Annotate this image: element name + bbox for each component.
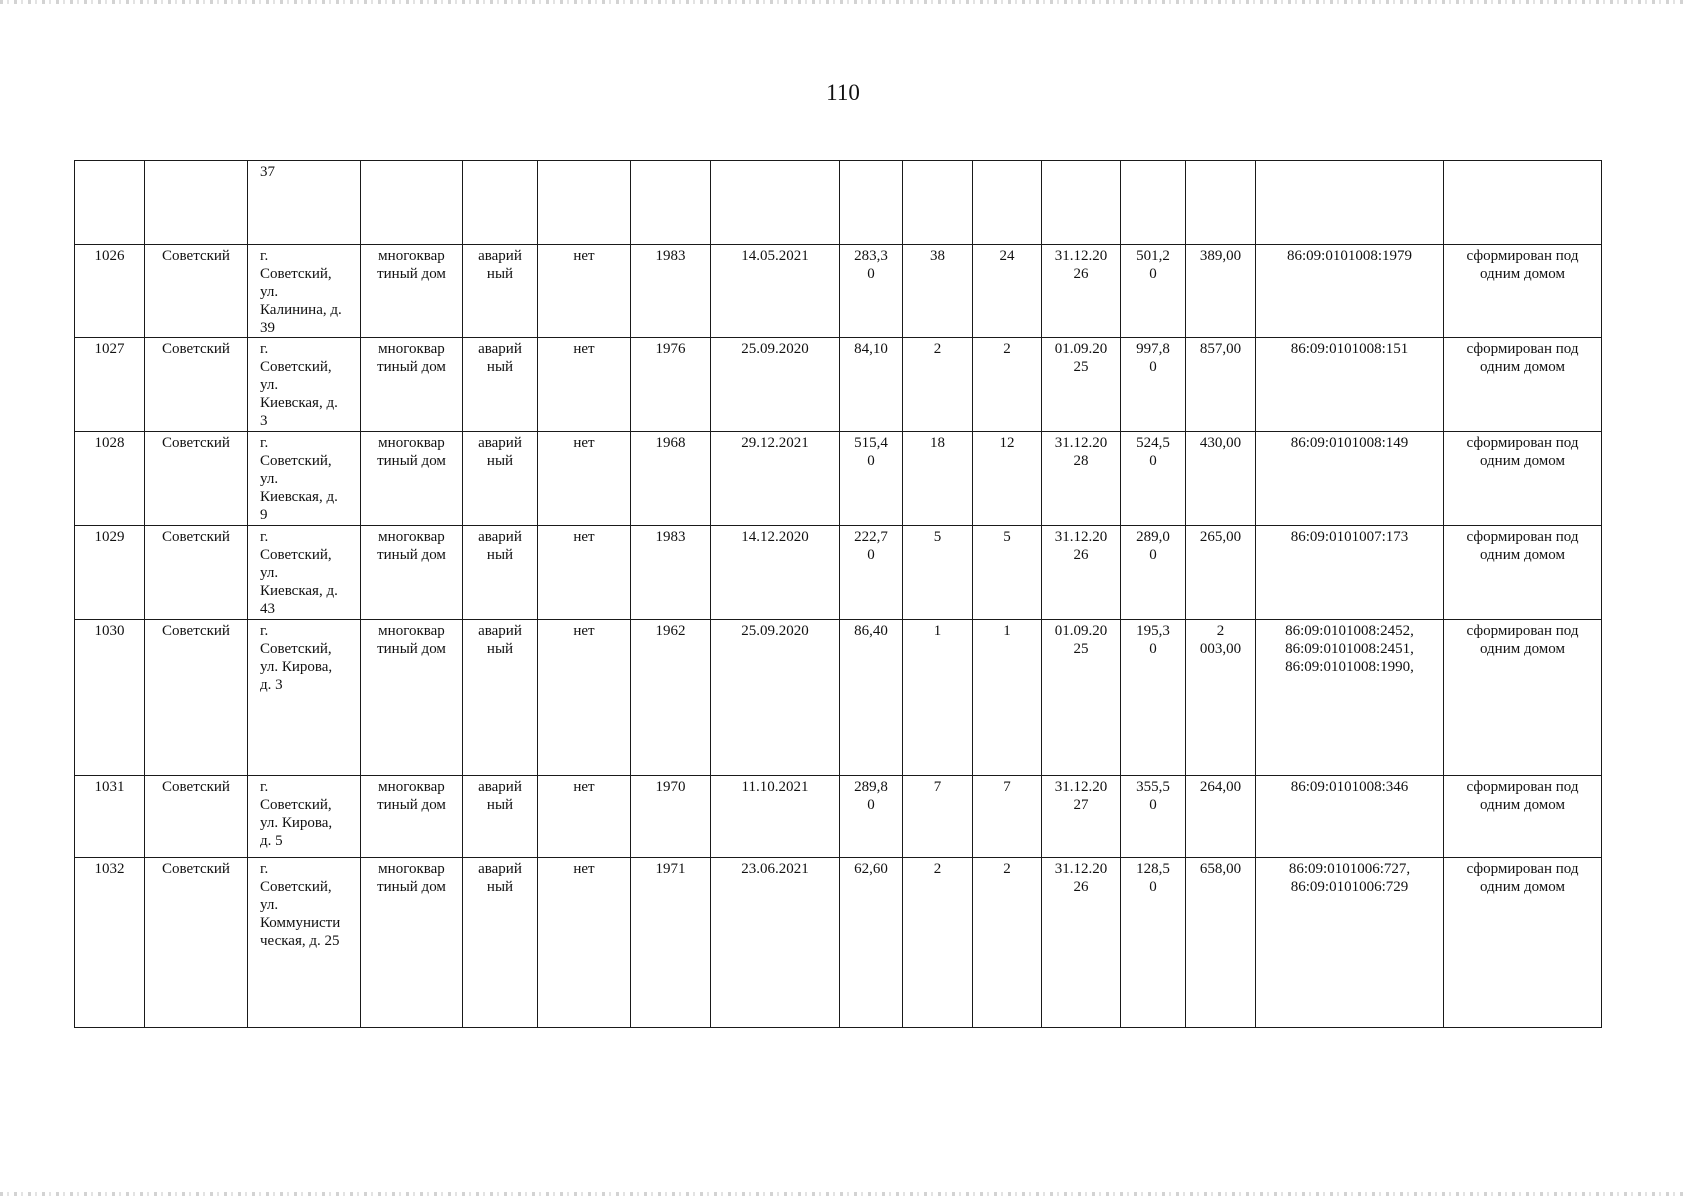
cell-address: г. Советский, ул. Киевская, д. 43: [248, 526, 361, 620]
housing-register-table: [74, 160, 1602, 1028]
cell-area2: 128,5 0: [1121, 858, 1186, 1028]
table-row: [75, 432, 1602, 526]
cell-status: сформирован под одним домом: [1444, 858, 1602, 1028]
cell-empty: [1256, 161, 1444, 245]
continuation-row: [75, 161, 1602, 245]
cell-area: 515,4 0: [840, 432, 903, 526]
cell-year: 1983: [631, 245, 711, 338]
cell-deadline: 01.09.20 25: [1042, 338, 1121, 432]
cell-district: Советский: [145, 858, 248, 1028]
cell-value: 264,00: [1186, 776, 1256, 858]
cell-deadline: 31.12.20 26: [1042, 858, 1121, 1028]
table-row: [75, 245, 1602, 338]
cell-area: 222,7 0: [840, 526, 903, 620]
cell-year: 1976: [631, 338, 711, 432]
cell-date: 11.10.2021: [711, 776, 840, 858]
cell-n1: 1: [903, 620, 973, 776]
cell-n2: 2: [973, 858, 1042, 1028]
cell-empty: [903, 161, 973, 245]
cell-no: 1031: [75, 776, 145, 858]
cell-n1: 5: [903, 526, 973, 620]
cell-empty: [538, 161, 631, 245]
table-row: [75, 338, 1602, 432]
cell-empty: [145, 161, 248, 245]
cell-cadastral: 86:09:0101008:149: [1256, 432, 1444, 526]
cell-flag: нет: [538, 338, 631, 432]
cell-date: 14.12.2020: [711, 526, 840, 620]
cell-n2: 24: [973, 245, 1042, 338]
table-row: [75, 858, 1602, 1028]
cell-no: 1026: [75, 245, 145, 338]
scan-edge-bottom: [0, 1192, 1686, 1196]
cell-date: 14.05.2021: [711, 245, 840, 338]
cell-cadastral: 86:09:0101008:346: [1256, 776, 1444, 858]
cell-area: 289,8 0: [840, 776, 903, 858]
cell-date: 23.06.2021: [711, 858, 840, 1028]
cell-condition: аварий ный: [463, 858, 538, 1028]
cell-n2: 5: [973, 526, 1042, 620]
cell-type: многоквар тиный дом: [361, 245, 463, 338]
cell-address: г. Советский, ул. Калинина, д. 39: [248, 245, 361, 338]
cell-condition: аварий ный: [463, 245, 538, 338]
cell-n1: 38: [903, 245, 973, 338]
cell-type: многоквар тиный дом: [361, 620, 463, 776]
cell-flag: нет: [538, 620, 631, 776]
cell-n2: 1: [973, 620, 1042, 776]
cell-value: 857,00: [1186, 338, 1256, 432]
cell-n1: 18: [903, 432, 973, 526]
cell-status: сформирован под одним домом: [1444, 526, 1602, 620]
cell-deadline: 31.12.20 26: [1042, 526, 1121, 620]
cell-district: Советский: [145, 432, 248, 526]
cell-area: 283,3 0: [840, 245, 903, 338]
cell-deadline: 31.12.20 27: [1042, 776, 1121, 858]
cell-district: Советский: [145, 245, 248, 338]
cell-deadline: 31.12.20 28: [1042, 432, 1121, 526]
cell-condition: аварий ный: [463, 620, 538, 776]
cell-status: сформирован под одним домом: [1444, 776, 1602, 858]
cell-cadastral: 86:09:0101008:151: [1256, 338, 1444, 432]
cell-n2: 7: [973, 776, 1042, 858]
cell-address-tail: 37: [248, 161, 361, 245]
cell-empty: [711, 161, 840, 245]
cell-district: Советский: [145, 338, 248, 432]
cell-type: многоквар тиный дом: [361, 432, 463, 526]
cell-condition: аварий ный: [463, 776, 538, 858]
cell-status: сформирован под одним домом: [1444, 432, 1602, 526]
cell-address: г. Советский, ул. Киевская, д. 9: [248, 432, 361, 526]
cell-empty: [840, 161, 903, 245]
table-row: [75, 776, 1602, 858]
cell-empty: [75, 161, 145, 245]
cell-status: сформирован под одним домом: [1444, 338, 1602, 432]
cell-n2: 12: [973, 432, 1042, 526]
cell-n1: 7: [903, 776, 973, 858]
cell-area2: 501,2 0: [1121, 245, 1186, 338]
cell-year: 1970: [631, 776, 711, 858]
cell-no: 1028: [75, 432, 145, 526]
cell-deadline: 01.09.20 25: [1042, 620, 1121, 776]
cell-value: 265,00: [1186, 526, 1256, 620]
cell-area2: 195,3 0: [1121, 620, 1186, 776]
cell-area: 84,10: [840, 338, 903, 432]
cell-n1: 2: [903, 858, 973, 1028]
cell-empty: [1444, 161, 1602, 245]
cell-condition: аварий ный: [463, 526, 538, 620]
cell-cadastral: 86:09:0101008:1979: [1256, 245, 1444, 338]
table-row: [75, 526, 1602, 620]
cell-area: 86,40: [840, 620, 903, 776]
cell-address: г. Советский, ул. Кирова, д. 3: [248, 620, 361, 776]
cell-empty: [973, 161, 1042, 245]
cell-n2: 2: [973, 338, 1042, 432]
cell-address: г. Советский, ул. Коммунисти ческая, д. 25: [248, 858, 361, 1028]
cell-no: 1029: [75, 526, 145, 620]
cell-empty: [361, 161, 463, 245]
cell-condition: аварий ный: [463, 432, 538, 526]
cell-empty: [1042, 161, 1121, 245]
cell-cadastral: 86:09:0101008:2452, 86:09:0101008:2451, 86:09:0101008:1990,: [1256, 620, 1444, 776]
cell-empty: [463, 161, 538, 245]
cell-address: г. Советский, ул. Кирова, д. 5: [248, 776, 361, 858]
cell-date: 25.09.2020: [711, 338, 840, 432]
cell-address: г. Советский, ул. Киевская, д. 3: [248, 338, 361, 432]
cell-empty: [1121, 161, 1186, 245]
cell-year: 1968: [631, 432, 711, 526]
cell-area2: 355,5 0: [1121, 776, 1186, 858]
cell-flag: нет: [538, 858, 631, 1028]
cell-value: 658,00: [1186, 858, 1256, 1028]
cell-year: 1971: [631, 858, 711, 1028]
cell-empty: [1186, 161, 1256, 245]
cell-area2: 997,8 0: [1121, 338, 1186, 432]
cell-type: многоквар тиный дом: [361, 526, 463, 620]
cell-empty: [631, 161, 711, 245]
cell-date: 25.09.2020: [711, 620, 840, 776]
cell-district: Советский: [145, 620, 248, 776]
cell-flag: нет: [538, 526, 631, 620]
cell-flag: нет: [538, 245, 631, 338]
table-row: [75, 620, 1602, 776]
cell-cadastral: 86:09:0101007:173: [1256, 526, 1444, 620]
cell-no: 1030: [75, 620, 145, 776]
cell-type: многоквар тиный дом: [361, 858, 463, 1028]
cell-area: 62,60: [840, 858, 903, 1028]
cell-n1: 2: [903, 338, 973, 432]
table-body: [75, 245, 1602, 1028]
cell-deadline: 31.12.20 26: [1042, 245, 1121, 338]
cell-type: многоквар тиный дом: [361, 338, 463, 432]
cell-cadastral: 86:09:0101006:727, 86:09:0101006:729: [1256, 858, 1444, 1028]
cell-value: 2 003,00: [1186, 620, 1256, 776]
cell-district: Советский: [145, 776, 248, 858]
cell-value: 430,00: [1186, 432, 1256, 526]
cell-flag: нет: [538, 776, 631, 858]
cell-no: 1032: [75, 858, 145, 1028]
cell-no: 1027: [75, 338, 145, 432]
scan-edge-top: [0, 0, 1686, 4]
cell-year: 1983: [631, 526, 711, 620]
cell-status: сформирован под одним домом: [1444, 620, 1602, 776]
cell-district: Советский: [145, 526, 248, 620]
cell-area2: 524,5 0: [1121, 432, 1186, 526]
cell-date: 29.12.2021: [711, 432, 840, 526]
cell-year: 1962: [631, 620, 711, 776]
cell-condition: аварий ный: [463, 338, 538, 432]
cell-value: 389,00: [1186, 245, 1256, 338]
cell-status: сформирован под одним домом: [1444, 245, 1602, 338]
cell-type: многоквар тиный дом: [361, 776, 463, 858]
page-number: 110: [826, 80, 860, 105]
cell-area2: 289,0 0: [1121, 526, 1186, 620]
cell-flag: нет: [538, 432, 631, 526]
